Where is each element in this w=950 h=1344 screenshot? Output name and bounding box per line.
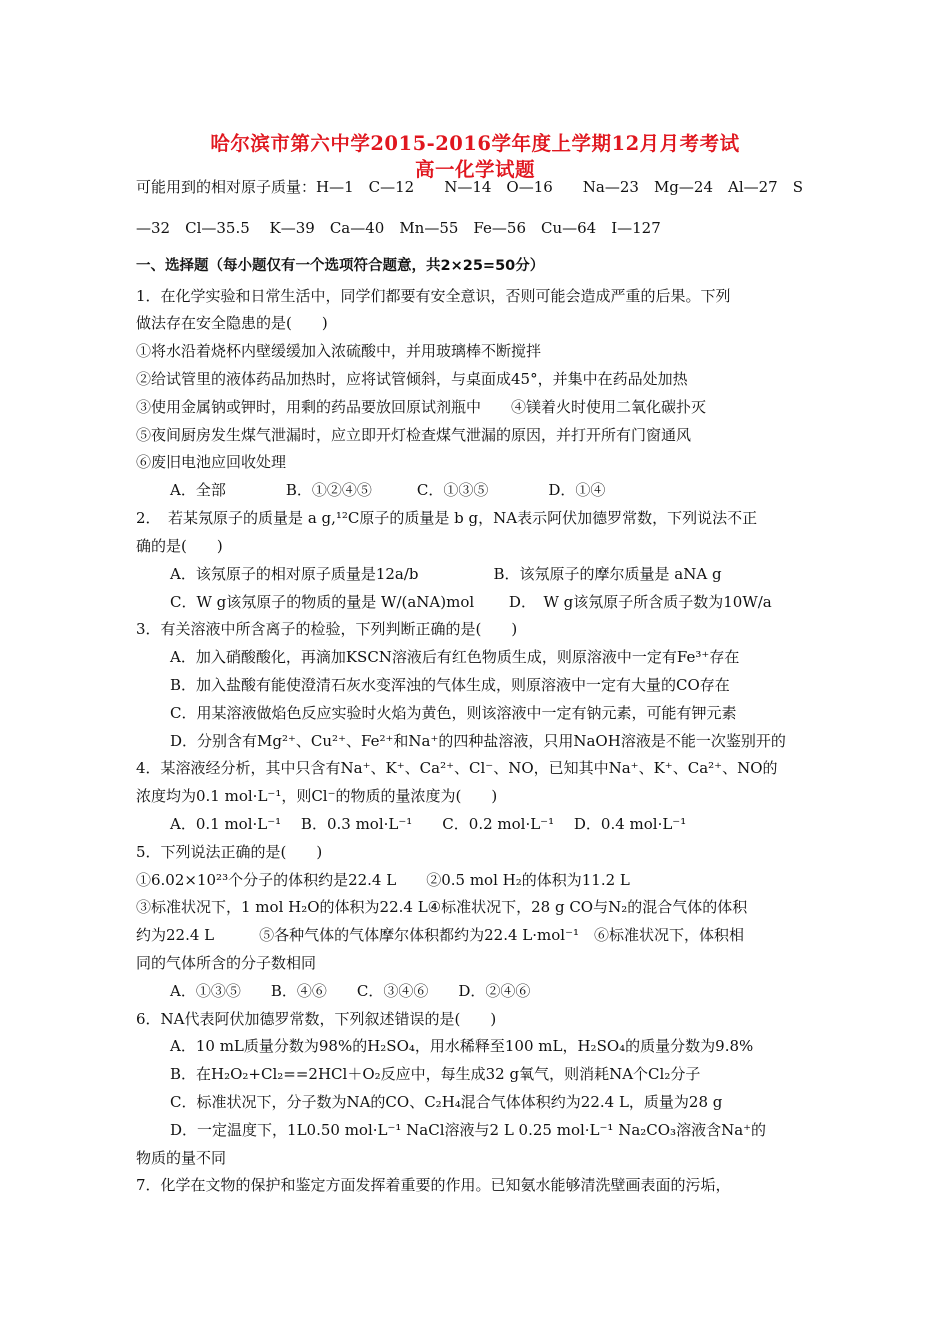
question-4-options: A．0.1 mol·L⁻¹ B．0.3 mol·L⁻¹ C．0.2 mol·L⁻¹ D．0.4 mol·L⁻¹ — [170, 815, 687, 833]
question-5-stem: 5．下列说法正确的是( ) — [136, 843, 323, 861]
exam-title: 哈尔滨市第六中学2015-2016学年度上学期12月月考考试 — [210, 132, 740, 155]
atomic-mass-line-2: —32 Cl—35.5 K—39 Ca—40 Mn—55 Fe—56 Cu—64 I—127 — [136, 219, 661, 237]
question-5-options: A．①③⑤ B．④⑥ C．③④⑥ D．②④⑥ — [170, 982, 531, 1000]
question-3-option-a: A．加入硝酸酸化，再滴加KSCN溶液后有红色物质生成，则原溶液中一定有Fe³⁺存在 — [170, 648, 740, 666]
question-6-option-a: A．10 mL质量分数为98%的H₂SO₄，用水稀释至100 mL，H₂SO₄的质量分数为9.8% — [170, 1037, 754, 1055]
question-1-options: A．全部 B．①②④⑤ C．①③⑤ D．①④ — [170, 481, 606, 499]
question-6-option-b: B．在H₂O₂+Cl₂==2HCl＋O₂反应中，每生成32 g氧气，则消耗NA个Cl₂分子 — [170, 1065, 701, 1083]
question-2-stem-1: 2． 若某氖原子的质量是 a g,¹²C原子的质量是 b g，NA表示阿伏加德罗常数，下列说法不正 — [136, 509, 758, 527]
question-5-item-6: 同的气体所含的分子数相同 — [136, 954, 317, 972]
atomic-mass-line-1: 可能用到的相对原子质量：H—1 C—12 N—14 O—16 Na—23 Mg—24 Al—27 S — [136, 178, 803, 196]
section-heading: 一、选择题（每小题仅有一个选项符合题意，共2×25=50分） — [136, 258, 545, 274]
question-5-item-5: 约为22.4 L ⑤各种气体的气体摩尔体积都约为22.4 L·mol⁻¹ ⑥标准状况下，体积相 — [136, 926, 745, 944]
question-3-stem: 3．有关溶液中所含离子的检验，下列判断正确的是( ) — [136, 620, 518, 638]
question-1-item-1: ①将水沿着烧杯内壁缓缓加入浓硫酸中，并用玻璃棒不断搅拌 — [136, 342, 542, 360]
question-1-item-2: ②给试管里的液体药品加热时，应将试管倾斜，与桌面成45°，并集中在药品处加热 — [136, 370, 688, 388]
question-4-stem-2: 浓度均为0.1 mol·L⁻¹，则Cl⁻的物质的量浓度为( ) — [136, 787, 498, 805]
exam-subtitle: 高一化学试题 — [414, 158, 535, 181]
question-3-option-b: B．加入盐酸有能使澄清石灰水变浑浊的气体生成，则原溶液中一定有大量的CO存在 — [170, 676, 730, 694]
question-1-item-6: ⑥废旧电池应回收处理 — [136, 453, 287, 471]
question-2-options-ab: A．该氖原子的相对原子质量是12a/b B．该氖原子的摩尔质量是 aNA g — [170, 565, 722, 583]
question-1-item-5: ⑤夜间厨房发生煤气泄漏时，应立即开灯检查煤气泄漏的原因，并打开所有门窗通风 — [136, 426, 692, 444]
question-5-item-1: ①6.02×10²³个分子的体积约是22.4 L ②0.5 mol H₂的体积为11.2 L — [136, 871, 630, 889]
question-3-option-d: D．分别含有Mg²⁺、Cu²⁺、Fe²⁺和Na⁺的四种盐溶液，只用NaOH溶液是不能一次鉴别开的 — [170, 732, 786, 750]
question-6-stem: 6．NA代表阿伏加德罗常数，下列叙述错误的是( ) — [136, 1010, 497, 1028]
question-1-item-3: ③使用金属钠或钾时，用剩的药品要放回原试剂瓶中 ④镁着火时使用二氧化碳扑灭 — [136, 398, 707, 416]
question-6-option-d-2: 物质的量不同 — [136, 1149, 227, 1167]
question-3-option-c: C．用某溶液做焰色反应实验时火焰为黄色，则该溶液中一定有钠元素，可能有钾元素 — [170, 704, 737, 722]
question-2-options-cd: C．W g该氖原子的物质的量是 W/(aNA)mol D． W g该氖原子所含质子数为10W/a — [170, 593, 772, 611]
question-2-stem-2: 确的是( ) — [136, 537, 223, 555]
question-4-stem-1: 4．某溶液经分析，其中只含有Na⁺、K⁺、Ca²⁺、Cl⁻、NO，已知其中Na⁺、K⁺、Ca²⁺、NO的 — [136, 759, 778, 777]
question-1-stem-1: 1．在化学实验和日常生活中，同学们都要有安全意识，否则可能会造成严重的后果。下列 — [136, 287, 731, 305]
question-1-stem-2: 做法存在安全隐患的是( ) — [136, 314, 328, 332]
question-6-option-d-1: D．一定温度下，1L0.50 mol·L⁻¹ NaCl溶液与2 L 0.25 mol·L⁻¹ Na₂CO₃溶液含Na⁺的 — [170, 1121, 767, 1139]
question-6-option-c: C．标准状况下，分子数为NA的CO、C₂H₄混合气体体积约为22.4 L，质量为28 g — [170, 1093, 723, 1111]
question-5-item-3: ③标准状况下，1 mol H₂O的体积为22.4 L④标准状况下，28 g CO与N₂的混合气体的体积 — [136, 898, 748, 916]
question-7-stem: 7．化学在文物的保护和鉴定方面发挥着重要的作用。已知氨水能够清洗壁画表面的污垢， — [136, 1176, 731, 1194]
